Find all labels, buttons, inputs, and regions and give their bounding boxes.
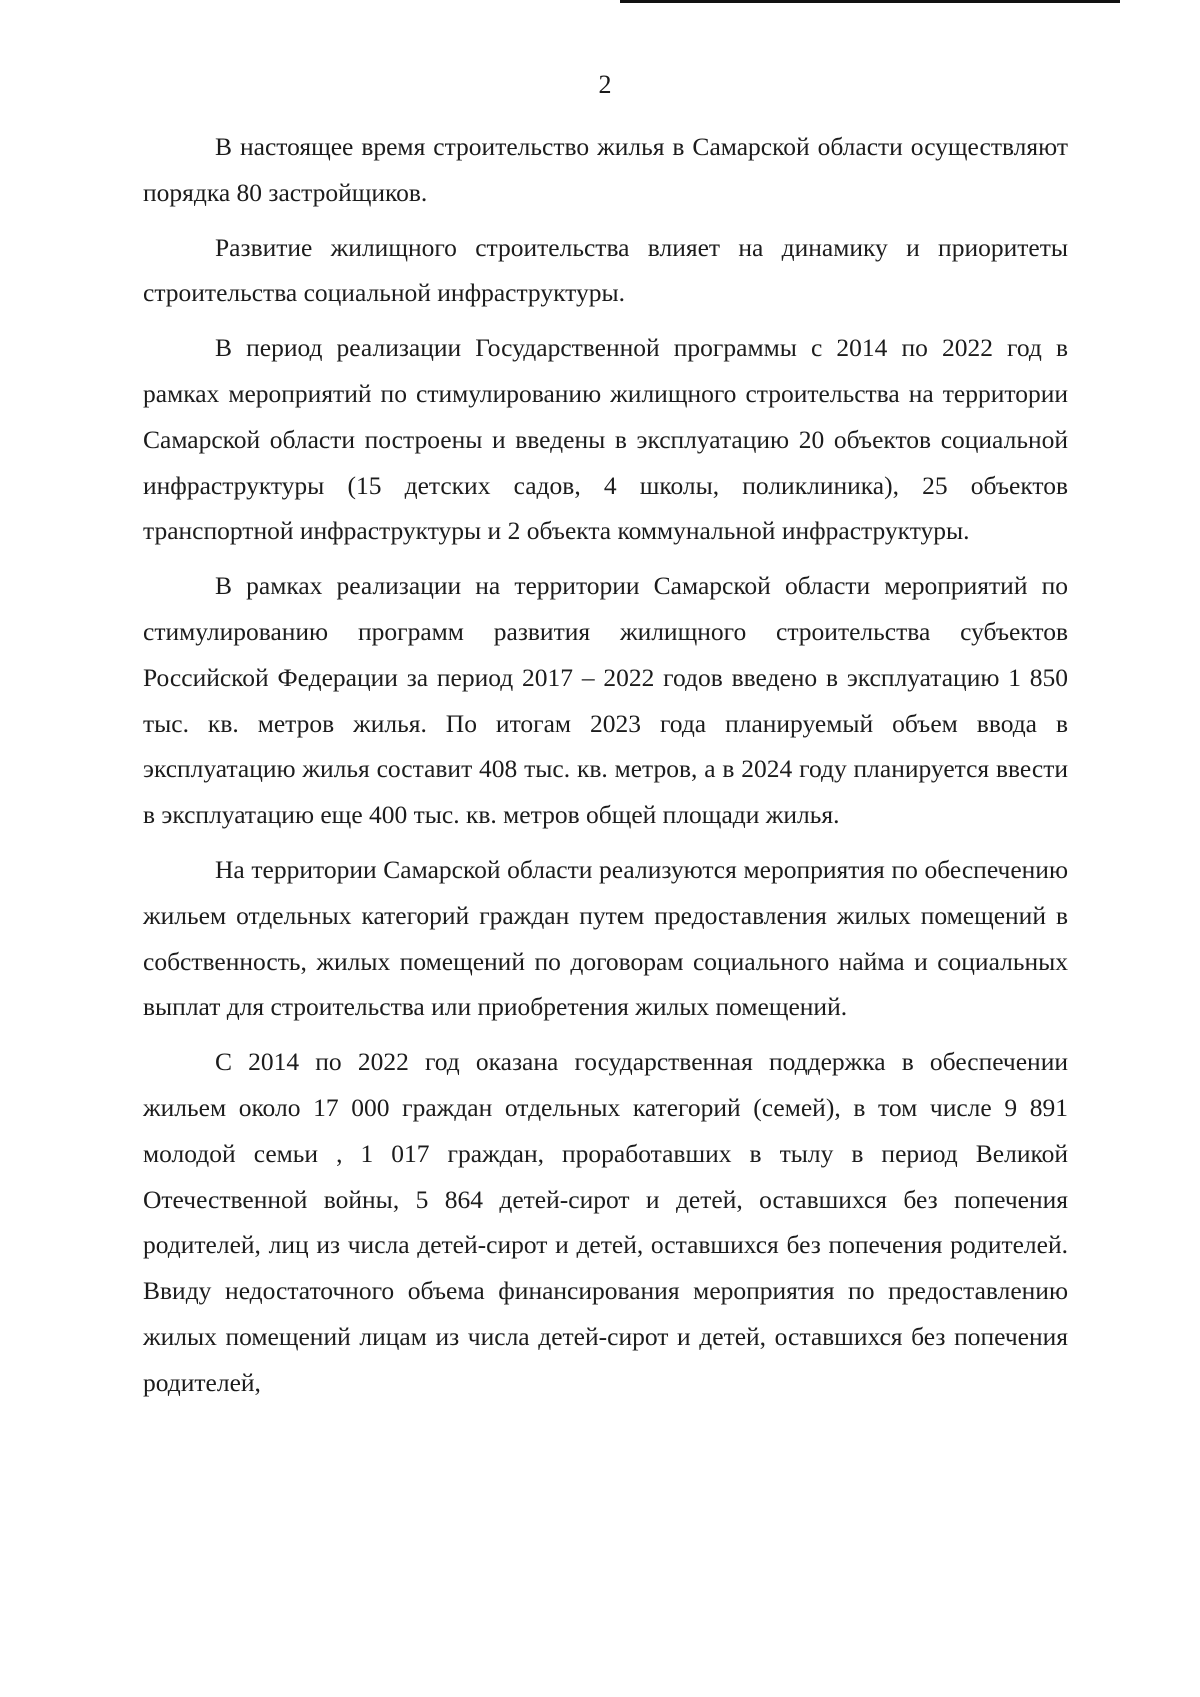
paragraph-social-infrastructure: Развитие жилищного строительства влияет на динамику и приоритеты строительства социальной инфраструктуры. [143,232,1068,308]
paragraph-state-program-results: В период реализации Государственной программы с 2014 по 2022 год в рамках мероприятий по стимулированию жилищного строительства на территории Самарской области построены и введены в эксплуатацию 20 объектов социальной инфраструктуры (15 детских садов, 4 школы, поликлиника), 25 объектов транспортной инфраструктуры и 2 объекта коммунальной инфраструктуры. [143,333,1068,546]
paragraph-housing-provision-measures: На территории Самарской области реализуются мероприятия по обеспечению жильем отдельных категорий граждан путем предоставления жилых помещений в собственность, жилых помещений по договорам социального найма и социальных выплат для строительства или приобретения жилых помещений. [143,854,1068,1022]
top-edge-rule [620,0,1120,3]
page-number: 2 [598,70,612,99]
document-body [143,124,1068,1406]
paragraph-developers: В настоящее время строительство жилья в Самарской области осуществляют порядка 80 застройщиков. [143,132,1068,207]
paragraph-housing-commissioning: В рамках реализации на территории Самарской области мероприятий по стимулированию программ развития жилищного строительства субъектов Российской Федерации за период 2017 – 2022 годов введено в эксплуатацию 1 850 тыс. кв. метров жилья. По итогам 2023 года планируемый объем ввода в эксплуатацию жилья составит 408 тыс. кв. метров, а в 2024 году планируется ввести в эксплуатацию еще 400 тыс. кв. метров общей площади жилья. [143,571,1068,830]
paragraph-state-support: С 2014 по 2022 год оказана государственная поддержка в обеспечении жильем около 17 000 граждан отдельных категорий (семей), в том числе 9 891 молодой семьи , 1 017 граждан, проработавших в тылу в период Великой Отечественной войны, 5 864 детей-сирот и детей, оставшихся без попечения родителей, лиц из числа детей-сирот и детей, оставшихся без попечения родителей. Ввиду недостаточного объема финансирования мероприятия по предоставлению жилых помещений лицам из числа детей-сирот и детей, оставшихся без попечения родителей, [143,1047,1068,1397]
